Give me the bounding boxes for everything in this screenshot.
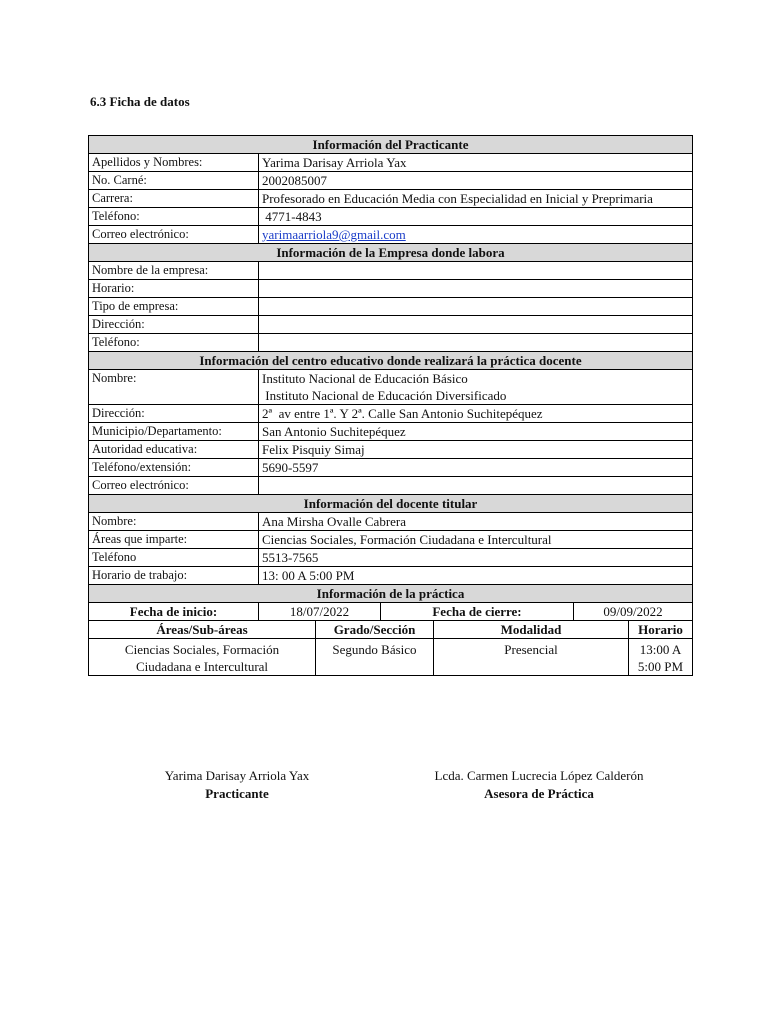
- data-sheet-table: [88, 135, 693, 676]
- end-date-value: 09/09/2022: [574, 603, 693, 621]
- section-title-practicante: Información del Practicante: [89, 136, 693, 154]
- modalidad-cell: Presencial: [434, 639, 629, 676]
- row-label: Tipo de empresa:: [89, 298, 259, 316]
- row-value: [259, 370, 693, 405]
- signature-asesora: [398, 767, 680, 803]
- row-label: Teléfono: [89, 549, 259, 567]
- row-value: 2ª av entre 1ª. Y 2ª. Calle San Antonio Suchitepéquez: [259, 405, 693, 423]
- row-label: Horario de trabajo:: [89, 567, 259, 585]
- row-value: [259, 262, 693, 280]
- row-label: Dirección:: [89, 405, 259, 423]
- row-label: No. Carné:: [89, 172, 259, 190]
- signature-name: Lcda. Carmen Lucrecia López Calderón: [434, 768, 644, 783]
- col-header-areas: Áreas/Sub-áreas: [89, 621, 316, 639]
- row-label: Áreas que imparte:: [89, 531, 259, 549]
- section-heading: 6.3 Ficha de datos: [90, 94, 190, 109]
- row-value: [259, 298, 693, 316]
- end-date-label: Fecha de cierre:: [381, 603, 574, 621]
- row-value: 5690-5597: [259, 459, 693, 477]
- row-value: Ciencias Sociales, Formación Ciudadana e Intercultural: [259, 531, 693, 549]
- col-header-grado: Grado/Sección: [316, 621, 434, 639]
- section-title-empresa: Información de la Empresa donde labora: [89, 244, 693, 262]
- start-date-label: Fecha de inicio:: [89, 603, 259, 621]
- areas-line: Ciencias Sociales, Formación: [124, 642, 280, 657]
- row-value: Ana Mirsha Ovalle Cabrera: [259, 513, 693, 531]
- row-value: Yarima Darisay Arriola Yax: [259, 154, 693, 172]
- row-label: Apellidos y Nombres:: [89, 154, 259, 172]
- signature-practicante: [122, 767, 352, 803]
- signature-role: Practicante: [205, 786, 269, 801]
- row-value: Felix Pisquiy Simaj: [259, 441, 693, 459]
- horario-cell: [629, 639, 693, 676]
- email-link[interactable]: yarimaarriola9@gmail.com: [262, 227, 406, 242]
- row-value: [259, 477, 693, 495]
- email-cell: [259, 226, 693, 244]
- row-label: Autoridad educativa:: [89, 441, 259, 459]
- section-title-centro: Información del centro educativo donde realizará la práctica docente: [89, 352, 693, 370]
- row-label: Correo electrónico:: [89, 226, 259, 244]
- row-label: Dirección:: [89, 316, 259, 334]
- section-title-practica: Información de la práctica: [89, 585, 693, 603]
- horario-line: 5:00 PM: [637, 659, 684, 674]
- row-value: [259, 334, 693, 352]
- row-label: Nombre:: [89, 513, 259, 531]
- areas-cell: [89, 639, 316, 676]
- areas-line: Ciudadana e Intercultural: [135, 659, 269, 674]
- row-value: 2002085007: [259, 172, 693, 190]
- col-header-horario: Horario: [629, 621, 693, 639]
- row-value: 13: 00 A 5:00 PM: [259, 567, 693, 585]
- signature-role: Asesora de Práctica: [484, 786, 594, 801]
- row-label: Nombre de la empresa:: [89, 262, 259, 280]
- row-value: [259, 316, 693, 334]
- row-label: Carrera:: [89, 190, 259, 208]
- row-label: Teléfono/extensión:: [89, 459, 259, 477]
- horario-line: 13:00 A: [639, 642, 682, 657]
- row-value: 5513-7565: [259, 549, 693, 567]
- row-value: [259, 280, 693, 298]
- col-header-modalidad: Modalidad: [434, 621, 629, 639]
- row-value: San Antonio Suchitepéquez: [259, 423, 693, 441]
- row-label: Correo electrónico:: [89, 477, 259, 495]
- school-name-line: Instituto Nacional de Educación Básico: [262, 371, 468, 386]
- signature-name: Yarima Darisay Arriola Yax: [164, 768, 310, 783]
- section-title-docente: Información del docente titular: [89, 495, 693, 513]
- row-value: 4771-4843: [259, 208, 693, 226]
- row-label: Teléfono:: [89, 334, 259, 352]
- row-label: Teléfono:: [89, 208, 259, 226]
- grado-cell: Segundo Básico: [316, 639, 434, 676]
- row-label: Municipio/Departamento:: [89, 423, 259, 441]
- row-value: Profesorado en Educación Media con Especialidad en Inicial y Preprimaria: [259, 190, 693, 208]
- school-name-line: Instituto Nacional de Educación Diversificado: [262, 388, 507, 403]
- row-label: Horario:: [89, 280, 259, 298]
- start-date-value: 18/07/2022: [259, 603, 381, 621]
- row-label: Nombre:: [89, 370, 259, 405]
